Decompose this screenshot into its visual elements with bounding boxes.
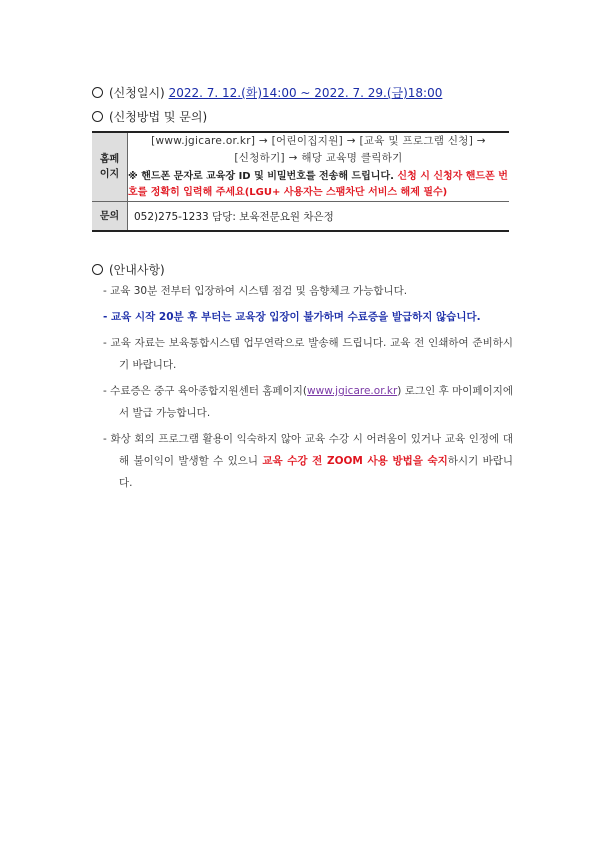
sms-notice-warning: 신청 시 신청자 핸드폰 번호를 정확히 입력해 주세요(LGU+ 사용자는 스팸차단 서비스 해제 필수) [128, 171, 508, 198]
homepage-header-line1: 홈페 [99, 154, 120, 165]
apply-method-heading: (신청방법 및 문의) [109, 110, 208, 124]
homepage-nav-path-2: [신청하기] → 해당 교육명 클릭하기 [234, 152, 403, 164]
guide-item4-text-end: ) 로그인 후 마이페이지에서 발급 가능합니다. [119, 385, 514, 419]
apply-period-value: 2022. 7. 12.(화)14:00 ~ 2022. 7. 29.(금)18:00 [168, 86, 443, 100]
guide-item: - 교육 자료는 보육통합시스템 업무연락으로 발송해 드립니다. 교육 전 인쇄하여 준비하시기 바랍니다. [103, 337, 513, 371]
circle-bullet-icon [92, 87, 103, 98]
zoom-notice: 교육 수강 전 ZOOM 사용 방법을 숙지 [262, 455, 448, 467]
homepage-header-cell [92, 132, 128, 202]
apply-period-line [92, 84, 442, 101]
homepage-content-cell [128, 132, 510, 202]
apply-info-table [92, 131, 509, 232]
contact-row [92, 202, 509, 232]
guide-item: - 교육 30분 전부터 입장하여 시스템 점검 및 음향체크 가능합니다. [103, 285, 408, 297]
guide-list [103, 280, 513, 498]
circle-bullet-icon [92, 264, 103, 275]
apply-period-label: (신청일시) [109, 86, 165, 100]
circle-bullet-icon [92, 111, 103, 122]
guide-item4-text: - 수료증은 중구 육아종합지원센터 홈페이지( [103, 385, 308, 397]
contact-value: 052)275-1233 담당: 보육전문요원 차은정 [128, 202, 510, 232]
sms-notice [128, 169, 509, 201]
guide-item [103, 380, 513, 424]
guide-heading: (안내사항) [109, 263, 165, 277]
homepage-nav-path-1: [www.jgicare.or.kr] → [어린이집지원] → [교육 및 프로그램 신청] → [151, 135, 486, 147]
guide-item: - 교육 시작 20분 후 부터는 교육장 입장이 불가하며 수료증을 발급하지 않습니다. [103, 311, 481, 323]
guide-item5-text-end: 하시기 바랍니다. [119, 455, 513, 489]
homepage-header-line2: 이지 [99, 169, 120, 180]
sms-notice-text: ※ 핸드폰 문자로 교육장 ID 및 비밀번호를 전송해 드립니다. [128, 171, 394, 182]
apply-method-heading-line [92, 108, 207, 125]
guide-item [103, 428, 513, 494]
contact-header-cell: 문의 [92, 202, 128, 232]
guide-heading-line [92, 261, 165, 278]
homepage-row [92, 132, 509, 202]
homepage-link[interactable]: www.jgicare.or.kr [307, 385, 398, 397]
guide-item5-text: - 화상 회의 프로그램 활용이 익숙하지 않아 교육 수강 시 어려움이 있거나 교육 인정에 대해 불이익이 발생할 수 있으니 [103, 433, 513, 467]
